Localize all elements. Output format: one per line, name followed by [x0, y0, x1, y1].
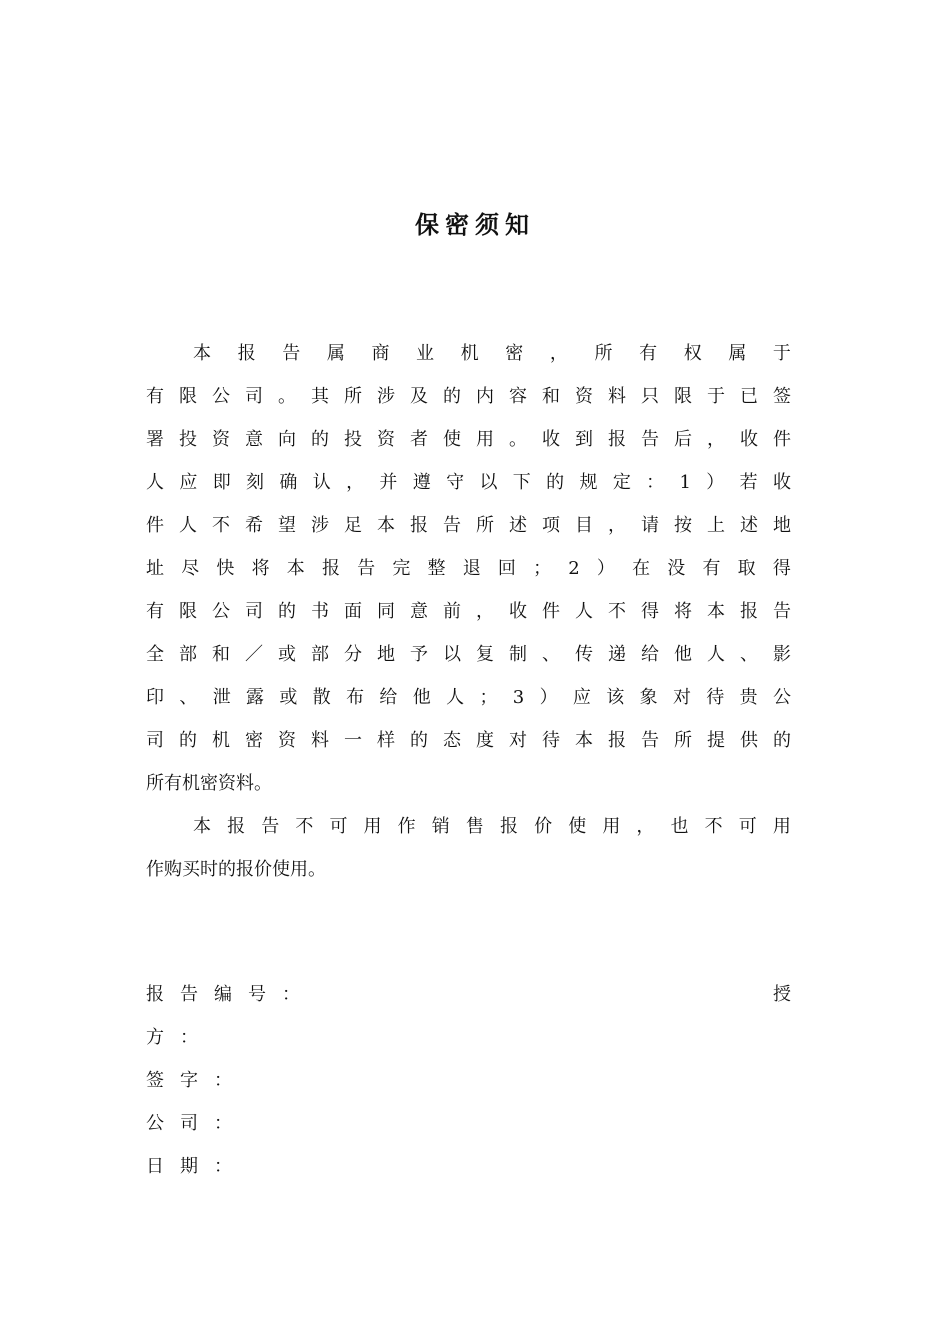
text-char: 使	[443, 429, 461, 450]
report-number-row	[146, 973, 791, 1016]
text-char: 影	[773, 644, 791, 665]
text-char: 有	[639, 343, 658, 364]
notice-body	[146, 332, 791, 891]
paragraph-line	[146, 547, 791, 590]
text-char: 地	[773, 515, 791, 536]
text-char: 项	[542, 515, 560, 536]
text-char: ）	[706, 472, 725, 493]
report-number-label: 报告编号：	[146, 984, 316, 1005]
text-char: 告	[773, 601, 791, 622]
text-char: 不	[212, 515, 230, 536]
text-char: 属	[326, 343, 345, 364]
text-char: 料	[311, 730, 329, 751]
text-char: 前	[443, 601, 461, 622]
text-char: 没	[667, 558, 686, 579]
text-char: 收	[509, 601, 527, 622]
text-char: 规	[579, 472, 598, 493]
text-char: 权	[683, 343, 702, 364]
paragraph-line	[146, 633, 791, 676]
text-char: 的	[311, 429, 329, 450]
text-char: 报	[740, 601, 758, 622]
company-label: 公司：	[146, 1113, 248, 1134]
text-char: 递	[608, 644, 626, 665]
text-char: 资	[278, 730, 296, 751]
text-char: 料	[236, 773, 254, 794]
text-char: 他	[674, 644, 692, 665]
text-char: 的	[443, 386, 461, 407]
text-char: 本	[377, 515, 395, 536]
text-char: 。	[308, 859, 326, 880]
text-char: 签	[773, 386, 791, 407]
text-char: 向	[278, 429, 296, 450]
text-char: 予	[410, 644, 428, 665]
paragraph-line	[146, 805, 791, 848]
text-char: 定	[612, 472, 631, 493]
text-char: 即	[212, 472, 231, 493]
text-char: 告	[641, 730, 659, 751]
text-char: 。	[254, 773, 272, 794]
text-char: 传	[575, 644, 593, 665]
text-char: 署	[146, 429, 164, 450]
text-char: 公	[772, 687, 791, 708]
text-char: 告	[443, 515, 461, 536]
text-char: 本	[575, 730, 593, 751]
signature-row	[146, 1059, 791, 1102]
text-char: 并	[379, 472, 398, 493]
text-char: 所	[594, 343, 613, 364]
text-char: 报	[237, 343, 256, 364]
text-char: 下	[512, 472, 531, 493]
text-char: 本	[193, 816, 211, 837]
text-char: ；	[479, 687, 498, 708]
paragraph-line	[146, 719, 791, 762]
text-char: 人	[179, 515, 197, 536]
text-char: 作	[146, 859, 164, 880]
text-char: 所	[146, 773, 164, 794]
text-char: 涉	[377, 386, 395, 407]
text-char: 报	[321, 558, 340, 579]
text-char: 有	[164, 773, 182, 794]
text-char: 的	[546, 472, 565, 493]
text-char: 告	[282, 343, 301, 364]
text-char: 给	[379, 687, 398, 708]
text-char: 样	[377, 730, 395, 751]
text-char: 限	[179, 386, 197, 407]
text-char: 意	[410, 601, 428, 622]
text-char: 密	[505, 343, 524, 364]
text-char: 得	[641, 601, 659, 622]
text-char: 及	[410, 386, 428, 407]
text-char: 其	[311, 386, 329, 407]
signature-label: 签字：	[146, 1070, 248, 1091]
text-char: 所	[476, 515, 494, 536]
text-char: ，	[476, 601, 494, 622]
paragraph-line	[146, 676, 791, 719]
text-char: 述	[509, 515, 527, 536]
text-char: 述	[740, 515, 758, 536]
text-char: 本	[286, 558, 305, 579]
text-char: 属	[728, 343, 747, 364]
text-char: 报	[608, 429, 626, 450]
text-char: 认	[312, 472, 331, 493]
text-char: 希	[245, 515, 263, 536]
text-char: 告	[261, 816, 280, 837]
text-char: 全	[146, 644, 164, 665]
text-char: 价	[254, 859, 272, 880]
text-char: 有	[146, 601, 164, 622]
signature-form	[146, 973, 791, 1188]
text-char: 资	[377, 429, 395, 450]
text-char: 可	[738, 816, 757, 837]
text-char: 一	[344, 730, 362, 751]
text-char: 部	[179, 644, 197, 665]
text-char: 、	[740, 644, 758, 665]
company-row	[146, 1102, 791, 1145]
text-char: 公	[212, 386, 230, 407]
text-char: 的	[278, 601, 296, 622]
text-char: 快	[216, 558, 235, 579]
date-row	[146, 1145, 791, 1188]
text-char: 有	[146, 386, 164, 407]
text-char: 本	[707, 601, 725, 622]
text-char: 资	[212, 429, 230, 450]
text-char: 时	[200, 859, 218, 880]
text-char: 退	[462, 558, 481, 579]
text-char: 本	[193, 343, 211, 364]
text-char: 业	[416, 343, 435, 364]
text-char: 整	[427, 558, 446, 579]
text-char: 面	[344, 601, 362, 622]
text-char: 料	[608, 386, 626, 407]
paragraph-line	[146, 504, 791, 547]
text-char: 印	[146, 687, 164, 708]
paragraph-line	[146, 418, 791, 461]
text-char: 涉	[311, 515, 329, 536]
text-char: 将	[674, 601, 692, 622]
text-char: 人	[707, 644, 725, 665]
text-char: 露	[246, 687, 265, 708]
text-char: 件	[542, 601, 560, 622]
text-char: 回	[497, 558, 516, 579]
text-char: 望	[278, 515, 296, 536]
text-char: 足	[344, 515, 362, 536]
text-char: 1	[679, 472, 691, 493]
text-char: 内	[476, 386, 494, 407]
text-char: 书	[311, 601, 329, 622]
text-char: 告	[641, 429, 659, 450]
text-char: 度	[476, 730, 494, 751]
text-char: 只	[641, 386, 659, 407]
text-char: 司	[245, 601, 263, 622]
text-char: 者	[410, 429, 428, 450]
text-char: 的	[410, 730, 428, 751]
text-char: 商	[371, 343, 390, 364]
text-char: 作	[397, 816, 416, 837]
text-char: 限	[674, 386, 692, 407]
text-char: 上	[707, 515, 725, 536]
paragraph-line	[146, 375, 791, 418]
text-char: 意	[245, 429, 263, 450]
text-char: 所	[344, 386, 362, 407]
text-char: 分	[344, 644, 362, 665]
text-char: 售	[465, 816, 484, 837]
text-char: 请	[641, 515, 659, 536]
text-char: 泄	[212, 687, 231, 708]
text-char: 或	[278, 644, 296, 665]
text-char: 散	[312, 687, 331, 708]
text-char: 、	[179, 687, 198, 708]
text-char: ，	[608, 515, 626, 536]
text-char: 可	[329, 816, 348, 837]
text-char: ，	[636, 816, 655, 837]
text-char: 。	[509, 429, 527, 450]
text-char: 报	[608, 730, 626, 751]
text-char: 待	[542, 730, 560, 751]
paragraph-line	[146, 332, 791, 375]
text-char: 和	[542, 386, 560, 407]
text-char: 不	[295, 816, 314, 837]
text-char: 取	[737, 558, 756, 579]
text-char: 确	[279, 472, 298, 493]
text-char: 使	[272, 859, 290, 880]
text-char: 态	[443, 730, 461, 751]
text-char: 应	[572, 687, 591, 708]
text-char: 报	[410, 515, 428, 536]
text-char: 用	[363, 816, 382, 837]
text-char: 3	[512, 687, 525, 708]
text-char: 买	[182, 859, 200, 880]
text-char: 布	[346, 687, 365, 708]
text-char: 刻	[246, 472, 265, 493]
text-char: 机	[212, 730, 230, 751]
text-char: 人	[575, 601, 593, 622]
text-char: 2	[568, 558, 580, 579]
date-label: 日期：	[146, 1156, 248, 1177]
text-char: 以	[479, 472, 498, 493]
text-char: 若	[739, 472, 758, 493]
text-char: 用	[476, 429, 494, 450]
text-char: 提	[707, 730, 725, 751]
text-char: 容	[509, 386, 527, 407]
text-char: ；	[533, 558, 552, 579]
text-char: 贵	[739, 687, 758, 708]
text-char: 给	[641, 644, 659, 665]
text-char: 在	[632, 558, 651, 579]
text-char: 址	[146, 558, 164, 579]
text-char: ：	[646, 472, 665, 493]
text-char: 使	[568, 816, 587, 837]
text-char: 待	[706, 687, 725, 708]
text-char: ，	[707, 429, 725, 450]
text-char: 用	[772, 816, 791, 837]
text-char: 、	[542, 644, 560, 665]
text-char: 报	[236, 859, 254, 880]
text-char: 公	[212, 601, 230, 622]
text-char: 将	[251, 558, 270, 579]
text-char: 人	[146, 472, 164, 493]
text-char: 尽	[181, 558, 200, 579]
text-char: 守	[446, 472, 465, 493]
paragraph-line	[146, 461, 791, 504]
text-char: 复	[476, 644, 494, 665]
text-char: 人	[446, 687, 465, 708]
text-char: 得	[772, 558, 791, 579]
text-char: 报	[227, 816, 246, 837]
text-char: 按	[674, 515, 692, 536]
text-char: 密	[245, 730, 263, 751]
text-char: 限	[179, 601, 197, 622]
paragraph-line	[146, 590, 791, 633]
text-char: 件	[146, 515, 164, 536]
text-char: 件	[773, 429, 791, 450]
text-char: 于	[707, 386, 725, 407]
page-title: 保密须知	[415, 211, 535, 239]
party-row	[146, 1016, 791, 1059]
text-char: 到	[575, 429, 593, 450]
text-char: 机	[182, 773, 200, 794]
text-char: 司	[146, 730, 164, 751]
text-char: 司	[245, 386, 263, 407]
text-char: 完	[392, 558, 411, 579]
text-char: 不	[608, 601, 626, 622]
text-char: 密	[200, 773, 218, 794]
text-char: 的	[179, 730, 197, 751]
text-char: 以	[443, 644, 461, 665]
text-char: 对	[672, 687, 691, 708]
text-char: 于	[772, 343, 791, 364]
text-char: 应	[179, 472, 198, 493]
text-char: 报	[499, 816, 518, 837]
text-char: 用	[290, 859, 308, 880]
text-char: 同	[377, 601, 395, 622]
text-char: 遵	[412, 472, 431, 493]
text-char: 投	[179, 429, 197, 450]
text-char: 象	[639, 687, 658, 708]
text-char: 。	[278, 386, 296, 407]
text-char: 收	[740, 429, 758, 450]
text-char: 制	[509, 644, 527, 665]
text-char: 用	[602, 816, 621, 837]
text-char: 销	[431, 816, 450, 837]
text-char: 供	[740, 730, 758, 751]
text-char: 后	[674, 429, 692, 450]
text-char: 收	[772, 472, 791, 493]
text-char: ／	[245, 644, 263, 665]
text-char: ，	[346, 472, 365, 493]
text-char: 投	[344, 429, 362, 450]
text-char: 对	[509, 730, 527, 751]
authorized-party-label: 授	[773, 984, 791, 1005]
paragraph-line	[146, 762, 791, 805]
text-char: 部	[311, 644, 329, 665]
text-char: 资	[575, 386, 593, 407]
text-char: 机	[460, 343, 479, 364]
text-char: 该	[606, 687, 625, 708]
paragraph-line	[146, 848, 791, 891]
party-label: 方：	[146, 1027, 214, 1048]
text-char: 有	[702, 558, 721, 579]
text-char: 或	[279, 687, 298, 708]
text-char: 购	[164, 859, 182, 880]
text-char: ）	[596, 558, 615, 579]
text-char: 告	[357, 558, 376, 579]
text-char: 地	[377, 644, 395, 665]
text-char: ）	[539, 687, 558, 708]
text-char: ，	[549, 343, 568, 364]
text-char: 价	[534, 816, 553, 837]
text-char: 所	[674, 730, 692, 751]
text-char: 和	[212, 644, 230, 665]
text-char: 已	[740, 386, 758, 407]
text-char: 他	[412, 687, 431, 708]
text-char: 也	[670, 816, 689, 837]
text-char: 的	[218, 859, 236, 880]
text-char: 的	[773, 730, 791, 751]
text-char: 收	[542, 429, 560, 450]
text-char: 不	[704, 816, 723, 837]
text-char: 资	[218, 773, 236, 794]
text-char: 目	[575, 515, 593, 536]
